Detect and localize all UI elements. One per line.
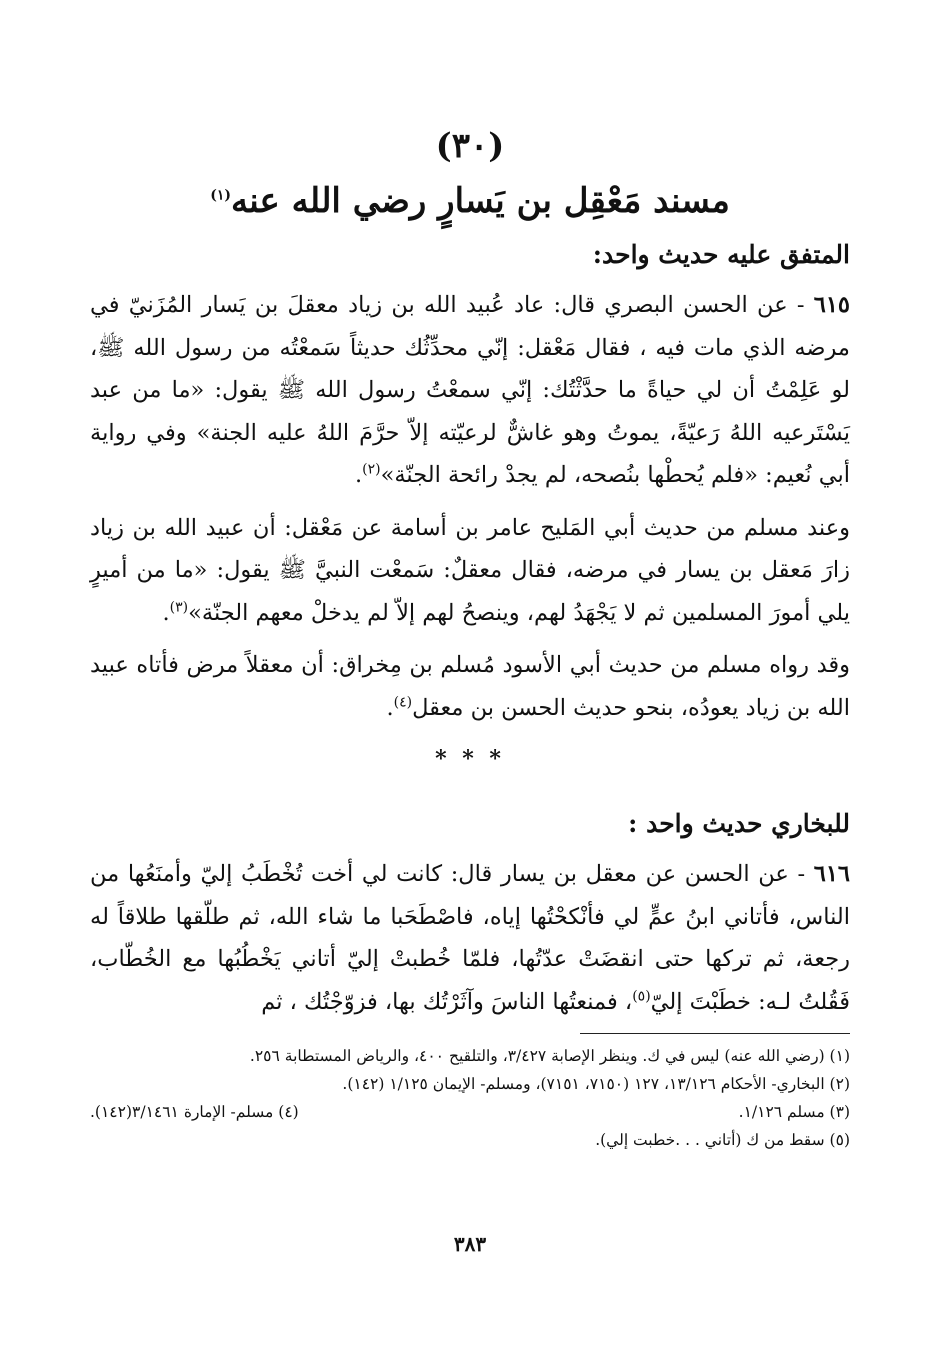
section-separator: * * * (435, 746, 505, 772)
footnote-divider (580, 1033, 850, 1034)
title-text: مسند مَعْقِل بن يَسارٍ رضي الله عنه (230, 181, 730, 221)
narration-text: وقد رواه مسلم من حديث أبي الأسود مُسلم بن مِخراق: أن معقلاً مرض فأتاه عبيد الله بن زياد يعودُه، بنحو حديث الحسن بن معقل (90, 652, 850, 721)
period: . (162, 599, 170, 626)
chapter-number: (٣٠) (435, 126, 505, 166)
footnote-1: (١) (رضي الله عنه) ليس في ك. وينظر الإصابة ٣/٤٢٧، والتلقيح ٤٠٠، والرياض المستطابة ٢٥٦. (249, 1047, 850, 1065)
hadith-616-paragraph (90, 853, 850, 1023)
footnote-ref: (٣) (169, 599, 189, 615)
hadith-number: ٦١٦ (813, 861, 850, 887)
footnote-ref: (٢) (362, 461, 381, 478)
hadith-text-tail: ، فمنعتُها الناسَ وآثَرْتُك بها، فزوّجْتُك ، ثم (261, 988, 633, 1015)
hadith-615-paragraph (90, 284, 850, 497)
footnote-ref: (٤) (393, 694, 413, 710)
footnote-3: (٣) مسلم ١/١٢٦. (738, 1103, 850, 1121)
narration-text: وعند مسلم من حديث أبي المَليح عامر بن أسامة عن مَعْقل: أن عبيد الله بن زياد زارَ مَعقل بن يسار في مرضه، فقال معقلٌ: سَمعْت النبيَّ ﷺ يقول: «ما من أميرٍ يلي أمورَ المسلمين ثم لا يَجْهَدُ لهم، وينصحُ لهم إلاّ لم يدخلْ معهم الجنّة» (90, 514, 850, 626)
section-heading-agreed: المتفق عليه حديث واحد: (592, 240, 850, 269)
hadith-text: - عن الحسن البصري قال: عاد عُبيد الله بن زياد معقلَ بن يَسار المُزَنيّ في مرضه الذي مات فيه ، فقال مَعْقل: إنّي محدِّثُك حديثاً سَمعْتُه من رسول الله ﷺ، لو عَلِمْتُ أن لي حياةً ما حدَّثْتُك: إنّي سمعْتُ رسول الله ﷺ يقول: «ما من عبد يَسْتَرعيه اللهُ رَعيّةً، يموتُ وهو غاشٌّ لرعيّته إلاّ حرَّمَ اللهُ عليه الجنة» وفي رواية أبي نُعيم: «فلم يُحطْها بنُصحه، لم يجدْ رائحة الجنّة» (90, 292, 850, 488)
period: . (354, 462, 363, 488)
footnote-5: (٥) سقط من ك (أتاني . . .خطبت إلي). (595, 1131, 850, 1149)
footnote-row-3-4 (90, 1098, 850, 1126)
footnote-4: (٤) مسلم- الإمارة ٣/١٤٦١(١٤٢). (90, 1103, 299, 1121)
title-footnote-ref: (١) (210, 187, 231, 204)
hadith-number: ٦١٥ (813, 292, 850, 318)
section-heading-bukhari: للبخاري حديث واحد : (628, 809, 850, 838)
footnote-2: (٢) البخاري- الأحكام ١٣/١٢٦، ١٢٧ (٧١٥٠، ٧١٥١)، ومسلم- الإيمان ١/١٢٥ (١٤٢). (342, 1075, 850, 1093)
chapter-title (90, 174, 850, 228)
page-number: ٣٨٣ (453, 1232, 487, 1256)
muslim-second-narration-paragraph (90, 644, 850, 729)
muslim-narration-paragraph (90, 507, 850, 635)
period: . (386, 694, 394, 721)
hadith-text: - عن الحسن عن معقل بن يسار قال: كانت لي أخت تُخْطَبُ إليّ وأمنَعُها من الناس، فأتاني ابنُ عمٍّ لي فأنْكحْتُها إياه، فاصْطَحَبا ما شاء الله، ثم طلّقها طلاقاً له رجعة، ثم تركها حتى انقضَتْ عدّتُها، فلمّا خُطبتْ إليّ أتاني يَخْطُبُها مع الخُطّاب، فَقُلتُ لـه: خطَبْتَ إليّ (90, 861, 850, 1015)
footnote-ref: (٥) (632, 988, 651, 1004)
